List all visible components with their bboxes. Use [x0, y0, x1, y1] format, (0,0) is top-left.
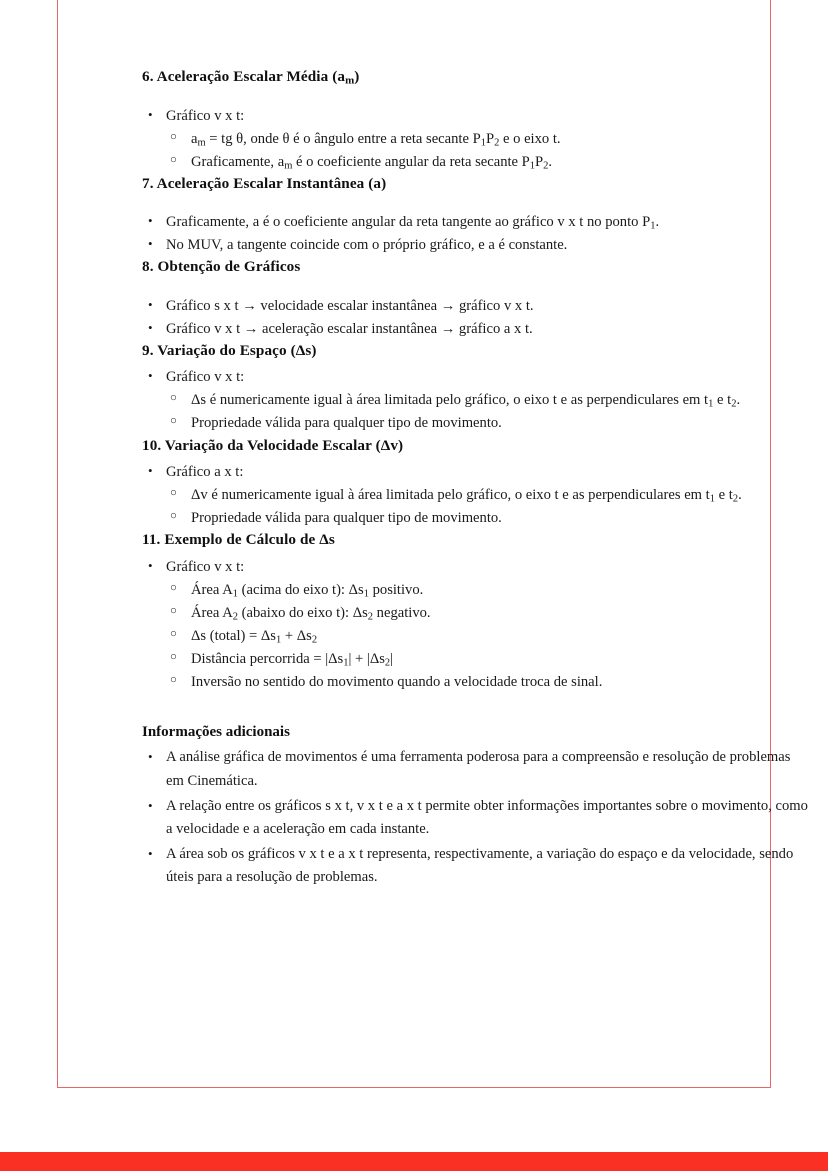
- list-item-sub1: 1: [650, 220, 656, 232]
- list-item: [142, 746, 808, 793]
- sub-item-sub3: 2: [494, 136, 500, 148]
- sub-item-pre: Δv é numericamente igual à área limitada pelo gráfico, o eixo t e as perpendiculares em t: [191, 487, 710, 504]
- sub-item-sub1: 2: [232, 611, 238, 623]
- list-item-label: A área sob os gráficos v x t e a x t representa, respectivamente, a variação do espaço e da velocidade, sendo úteis para a resolução de problemas.: [166, 845, 794, 886]
- sub-item-sub2: 2: [311, 634, 318, 646]
- footer-accent-bar: [0, 1152, 828, 1171]
- sub-item-mid2: P: [485, 130, 495, 147]
- sub-item-mid: + Δs: [281, 627, 312, 644]
- section-heading-6-tail: ): [354, 68, 360, 85]
- sub-item-tail: negativo.: [373, 604, 431, 621]
- circle-bullet-icon: ○: [170, 604, 177, 617]
- circle-bullet-icon: ○: [170, 650, 177, 663]
- sub-item-mid: | + |Δs: [348, 650, 385, 667]
- section-heading-9: 9. Variação do Espaço (Δs): [142, 341, 317, 359]
- disc-bullet-icon: •: [148, 236, 153, 252]
- section-9-sublist: [166, 389, 808, 435]
- list-item: [166, 648, 808, 671]
- list-item: [166, 671, 808, 694]
- sub-item-sub2: 2: [384, 657, 391, 669]
- list-item: [142, 105, 808, 174]
- sub-item-sub2: 1: [363, 588, 369, 600]
- sub-item-tail: e o eixo t.: [499, 130, 561, 147]
- list-item-label: Gráfico v x t:: [166, 369, 245, 386]
- section-heading-11: 11. Exemplo de Cálculo de Δs: [142, 531, 335, 549]
- additional-info-heading: Informações adicionais: [142, 723, 290, 740]
- additional-info-list: [142, 746, 808, 890]
- sub-item-pre: Graficamente, a: [191, 153, 285, 170]
- sub-item-pre: Área A: [191, 581, 233, 598]
- sub-item-sub1: 1: [343, 657, 349, 669]
- list-item: [142, 318, 808, 341]
- circle-bullet-icon: ○: [170, 581, 177, 594]
- sub-item-mid: e t: [714, 487, 733, 504]
- section-9-list: [142, 366, 808, 435]
- list-item: [142, 295, 808, 318]
- circle-bullet-icon: ○: [170, 392, 177, 405]
- sub-item-sub1: m: [284, 159, 293, 171]
- circle-bullet-icon: ○: [170, 487, 177, 500]
- sub-item-mid2: P: [535, 153, 544, 170]
- list-item: [142, 461, 808, 530]
- list-item-pre: Graficamente, a é o coeficiente angular da reta tangente ao gráfico v x t no ponto P: [166, 214, 651, 231]
- list-item-label: Gráfico v x t:: [166, 107, 245, 124]
- disc-bullet-icon: •: [148, 557, 153, 573]
- list-item: [142, 795, 808, 842]
- list-item-label: Gráfico a x t:: [166, 464, 244, 481]
- list-item: [142, 366, 808, 435]
- circle-bullet-icon: ○: [170, 673, 177, 686]
- disc-bullet-icon: •: [148, 463, 153, 479]
- section-heading-8: 8. Obtenção de Gráficos: [142, 258, 301, 276]
- circle-bullet-icon: ○: [170, 130, 177, 143]
- sub-item-label: Propriedade válida para qualquer tipo de movimento.: [191, 415, 502, 432]
- list-item-label: Gráfico v x t → aceleração escalar instantânea → gráfico a x t.: [166, 320, 533, 337]
- section-heading-10: 10. Variação da Velocidade Escalar (Δv): [142, 436, 404, 454]
- list-item-label: No MUV, a tangente coincide com o próprio gráfico, e a é constante.: [166, 237, 568, 254]
- sub-item-pre: a: [191, 130, 198, 147]
- list-item: [166, 625, 808, 648]
- section-6-sublist: [166, 128, 808, 174]
- section-heading-6-main: 6. Aceleração Escalar Média (a: [142, 68, 346, 85]
- disc-bullet-icon: •: [148, 797, 153, 813]
- sub-item-pre: Área A: [191, 604, 233, 621]
- disc-bullet-icon: •: [148, 749, 153, 765]
- list-item: [166, 484, 808, 507]
- section-11-list: [142, 556, 808, 694]
- sub-item-label: Inversão no sentido do movimento quando a velocidade troca de sinal.: [191, 673, 603, 690]
- list-item: [142, 211, 808, 234]
- sub-item-sub2: 2: [731, 398, 737, 410]
- sub-item-sub2: 2: [367, 611, 374, 623]
- section-11-sublist: [166, 579, 808, 694]
- sub-item-pre: Δs (total) = Δs: [191, 627, 276, 644]
- sub-item-sub1: 1: [232, 588, 238, 600]
- list-item: [166, 128, 808, 151]
- sub-item-sub2: 2: [732, 493, 739, 505]
- section-heading-6: [142, 67, 808, 88]
- section-8-list: [142, 295, 808, 341]
- list-item-label: A análise gráfica de movimentos é uma ferramenta poderosa para a compreensão e resolução de problemas em Cinemática.: [166, 749, 791, 789]
- disc-bullet-icon: •: [148, 319, 153, 335]
- circle-bullet-icon: ○: [170, 153, 177, 166]
- sub-item-tail: .: [736, 392, 741, 409]
- sub-item-mid: (acima do eixo t): Δs: [238, 581, 364, 598]
- list-item: [142, 843, 808, 890]
- sub-item-pre: Distância percorrida = |Δs: [191, 650, 344, 667]
- sub-item-mid: é o coeficiente angular da reta secante P: [292, 153, 530, 170]
- list-item-label: Gráfico v x t:: [166, 558, 245, 575]
- section-7-list: [142, 211, 808, 257]
- section-6-list: [142, 105, 808, 174]
- list-item-tail: .: [655, 214, 660, 231]
- sub-item-pre: Δs é numericamente igual à área limitada pelo gráfico, o eixo t e as perpendiculares em t: [191, 392, 709, 409]
- circle-bullet-icon: ○: [170, 415, 177, 428]
- circle-bullet-icon: ○: [170, 627, 177, 640]
- sub-item-mid: e t: [713, 392, 732, 409]
- sub-item-sub1: 1: [709, 493, 715, 505]
- list-item: [166, 507, 808, 530]
- list-item: [166, 412, 808, 435]
- document-content-frame: [57, 0, 808, 1088]
- sub-item-tail: .: [738, 487, 742, 504]
- list-item-label: Gráfico s x t → velocidade escalar instantânea → gráfico v x t.: [166, 297, 534, 314]
- sub-item-sub1: 1: [708, 398, 714, 410]
- sub-item-label: Propriedade válida para qualquer tipo de movimento.: [191, 510, 502, 527]
- disc-bullet-icon: •: [148, 106, 153, 122]
- disc-bullet-icon: •: [148, 296, 153, 312]
- section-heading-7: 7. Aceleração Escalar Instantânea (a): [142, 174, 387, 192]
- sub-item-tail: positivo.: [368, 581, 424, 598]
- list-item: [142, 556, 808, 694]
- list-item: [166, 389, 808, 412]
- disc-bullet-icon: •: [148, 845, 153, 861]
- list-item: [166, 151, 808, 174]
- sub-item-tail: .: [548, 153, 553, 170]
- disc-bullet-icon: •: [148, 368, 153, 384]
- list-item: [166, 602, 808, 625]
- sub-item-tail: |: [390, 650, 394, 667]
- sub-item-sub1: 1: [275, 634, 282, 646]
- list-item-label: A relação entre os gráficos s x t, v x t e a x t permite obter informações importantes sobre o movimento, como a velocidade e a aceleração em cada instante.: [166, 797, 808, 838]
- list-item: [166, 579, 808, 602]
- list-item: [142, 234, 808, 257]
- circle-bullet-icon: ○: [170, 510, 177, 523]
- sub-item-mid: (abaixo do eixo t): Δs: [238, 604, 368, 621]
- section-10-sublist: [166, 484, 808, 530]
- sub-item-sub3: 2: [543, 159, 549, 171]
- section-heading-6-subscript: m: [345, 74, 355, 87]
- disc-bullet-icon: •: [148, 213, 153, 229]
- sub-item-sub2: 1: [529, 159, 536, 171]
- sub-item-sub1: m: [197, 136, 206, 148]
- sub-item-sub2: 1: [480, 136, 486, 148]
- document-body: [142, 67, 808, 891]
- sub-item-mid: = tg θ, onde θ é o ângulo entre a reta secante P: [205, 130, 481, 147]
- section-10-list: [142, 461, 808, 530]
